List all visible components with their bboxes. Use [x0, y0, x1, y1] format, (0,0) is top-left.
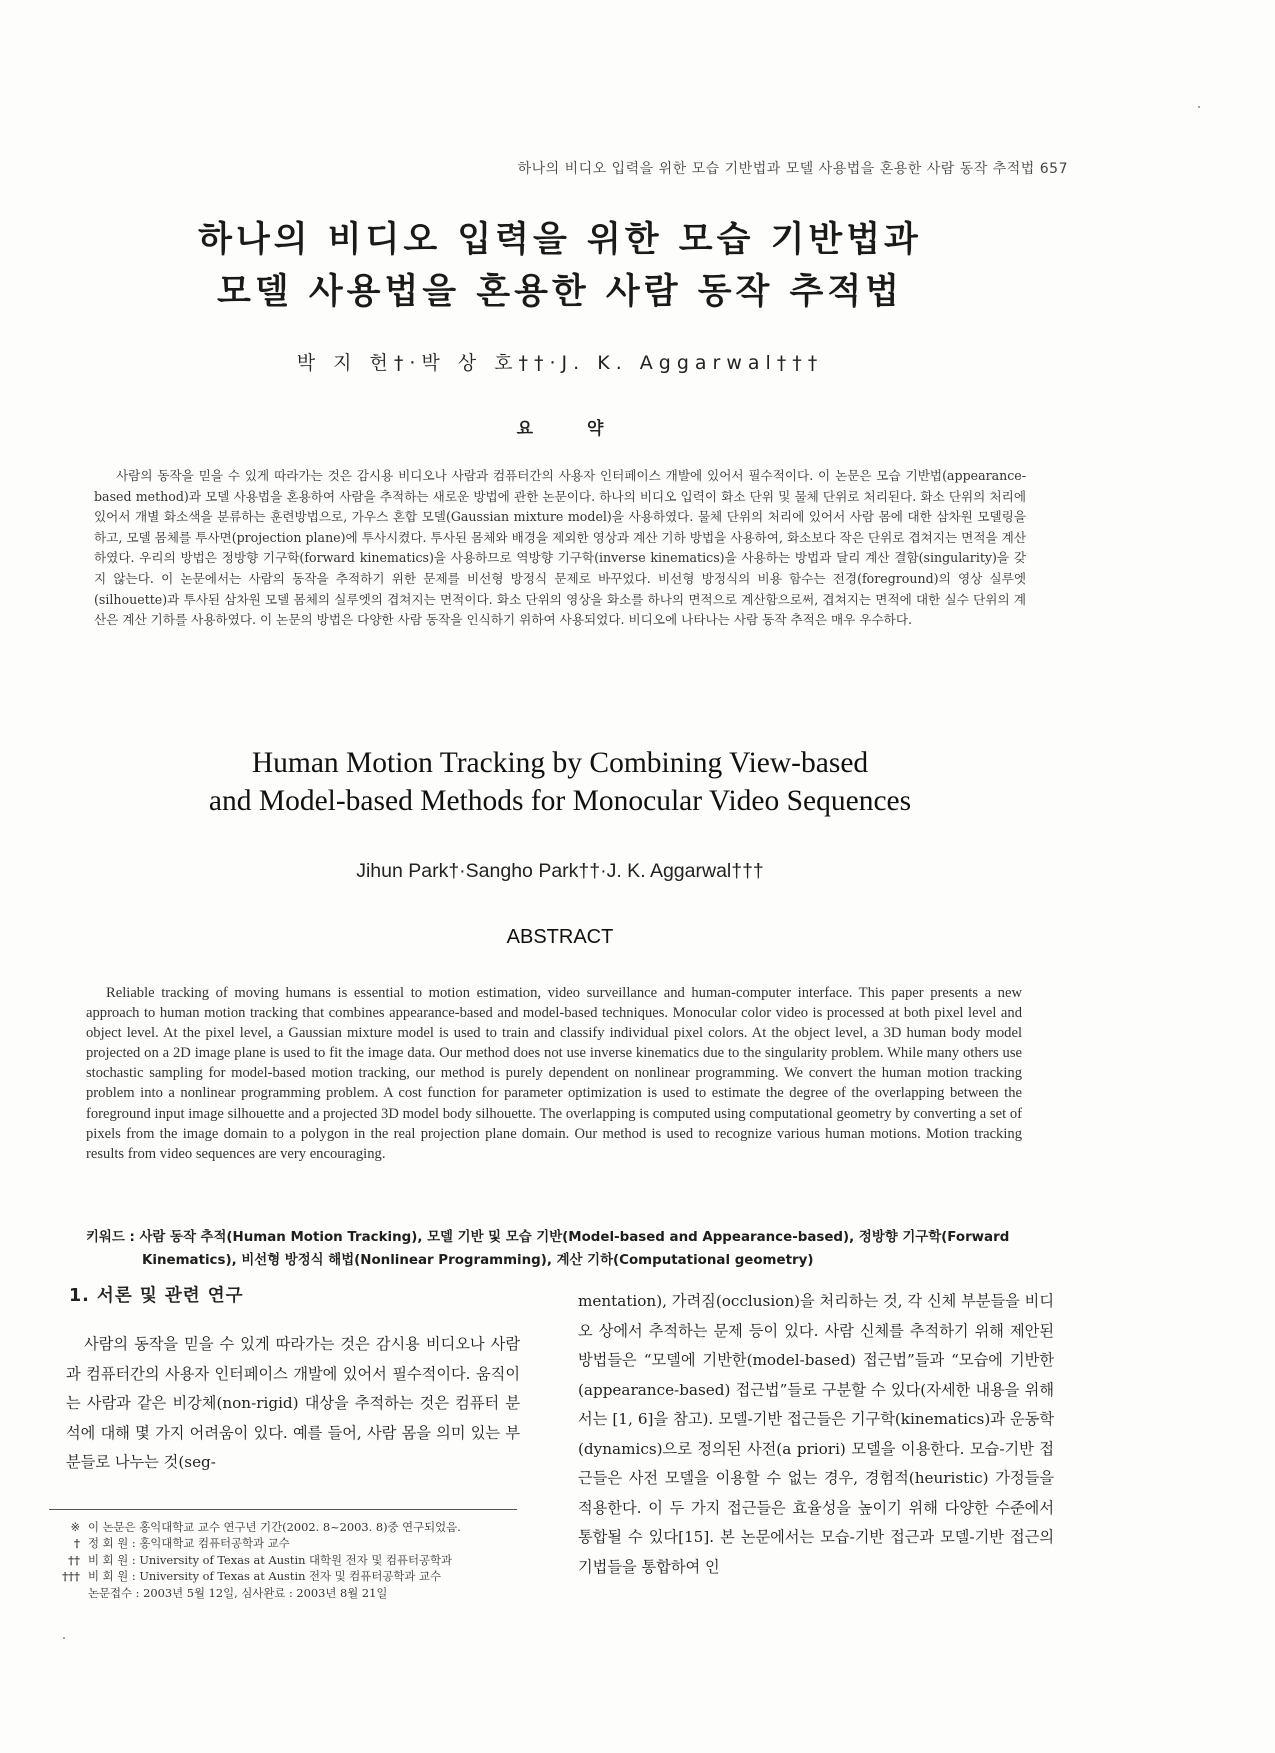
footnote-text: 비 회 원 : University of Texas at Austin 대학원 전자 및 컴퓨터공학과 — [88, 1552, 452, 1567]
scan-speck — [1198, 106, 1200, 108]
footnote-text: 논문접수 : 2003년 5월 12일, 심사완료 : 2003년 8월 21일 — [88, 1585, 388, 1600]
footnote-mark: ※ — [70, 1520, 80, 1534]
footnote-item — [48, 1535, 528, 1551]
footnote-mark: † — [74, 1536, 80, 1551]
footnote-mark: ††† — [62, 1569, 80, 1584]
english-title — [100, 744, 1020, 820]
korean-authors: 박 지 헌†·박 상 호††·J. K. Aggarwal††† — [296, 352, 824, 374]
footnote-divider — [49, 1509, 517, 1510]
korean-title — [120, 214, 1000, 318]
footnote-item — [48, 1552, 528, 1568]
korean-abstract-heading: 요약 — [516, 419, 658, 439]
scan-speck — [63, 1637, 65, 1639]
intro-paragraph-right: mentation), 가려짐(occlusion)을 처리하는 것, 각 신체 부분들을 비디오 상에서 추적하는 문제 등이 있다. 사람 신체를 추적하기 위해 제안된 방법들은 “모델에 기반한(model-based) 접근법”들과 “모습에 기반한(appearance-based) 접근법”들로 구분할 수 있다(자세한 내용을 위해서는 [1, 6]을 참고). 모델-기반 접근들은 기구학(kinematics)과 운동학(dynamics)으로 정의된 사전(a priori) 모델을 이용한다. 모습-기반 접근들은 사전 모델을 이용할 수 없는 경우, 경험적(heuristic) 가정들을 적용한다. 이 두 가지 접근들은 효율성을 높이기 위해 다양한 수준에서 통합될 수 있다[15]. 본 논문에서는 모습-기반 접근과 모델-기반 접근의 기법들을 통합하여 인 — [578, 1292, 1054, 1576]
intro-paragraph-left: 사람의 동작을 믿을 수 있게 따라가는 것은 감시용 비디오나 사람과 컴퓨터간의 사용자 인터페이스 개발에 있어서 필수적이다. 움직이는 사람과 같은 비강체(non-rigid) 대상을 추적하는 것은 컴퓨터 분석에 대해 몇 가지 어려움이 있다. 예를 들어, 사람 몸을 의미 있는 부분들로 나누는 것(seg- — [66, 1335, 520, 1471]
footnote-item — [48, 1585, 528, 1601]
english-abstract: Reliable tracking of moving humans is essential to motion estimation, video surveillance and human-computer interface. This paper presents a new approach to human motion tracking that combines appearance-based and model-based techniques. Monocular color video is processed at both pixel level and object level. At the pixel level, a Gaussian mixture model is used to train and classify individual pixel colors. At the object level, a 3D human body model projected on a 2D image plane is used to fit the image data. Our method does not use inverse kinematics due to the singularity problem. While many others use stochastic sampling for model-based motion tracking, our method is purely dependent on nonlinear programming. We convert the human motion tracking problem into a nonlinear programming problem. A cost function for parameter optimization is used to estimate the degree of the overlapping between the foreground input image silhouette and a projected 3D model body silhouette. The overlapping is computed using computational geometry by converting a set of pixels from the image domain to a polygon in the real projection plane domain. Our method is used to recognize various human motions. Motion tracking results from video sequences are very encouraging. — [86, 985, 1022, 1162]
right-column — [578, 1287, 1054, 1582]
korean-abstract: 사람의 동작을 믿을 수 있게 따라가는 것은 감시용 비디오나 사람과 컴퓨터간의 사용자 인터페이스 개발에 있어서 필수적이다. 이 논문은 모습 기반법(appearance-based method)과 모델 사용법을 혼용하여 사람을 추적하는 새로운 방법에 관한 논문이다. 하나의 비디오 입력이 화소 단위 및 물체 단위로 처리된다. 화소 단위의 처리에 있어서 개별 화소색을 분류하는 훈련방법으로, 가우스 혼합 모델(Gaussian mixture model)을 사용하였다. 물체 단위의 처리에 있어서 사람 몸에 대한 삼차원 모델링을 하고, 모델 몸체를 투사면(projection plane)에 투사시켰다. 투사된 몸체와 배경을 제외한 영상과 계산 기하 방법을 사용하여, 화소보다 작은 단위로 겹쳐지는 면적을 계산하였다. 우리의 방법은 정방향 기구학(forward kinematics)을 사용하므로 역방향 기구학(inverse kinematics)을 사용하는 방법과 달리 계산 결함(singularity)을 갖지 않는다. 이 논문에서는 사람의 동작을 추적하기 위한 문제를 비선형 방정식 문제로 바꾸었다. 비선형 방정식의 비용 함수는 전경(foreground)의 영상 실루엣(silhouette)과 투사된 삼차원 모델 몸체의 실루엣의 겹쳐지는 면적이다. 화소 단위의 영상을 화소를 하나의 면적으로 계산함으로써, 겹쳐지는 면적에 대한 실수 단위의 계산은 계산 기하를 사용하였다. 이 논문의 방법은 다양한 사람 동작을 인식하기 위하여 사용되었다. 비디오에 나타나는 사람 동작 추적은 매우 우수하다. — [94, 468, 1026, 628]
running-head: 하나의 비디오 입력을 위한 모습 기반법과 모델 사용법을 혼용한 사람 동작 추적법 657 — [517, 161, 1068, 177]
keywords: 키워드 : 사람 동작 추적(Human Motion Tracking), 모델 기반 및 모습 기반(Model-based and Appearance-based), 정방향 기구학(Forward Kinematics), 비선형 방정식 해법(Nonlinear Programming), 계산 기하(Computational geometry) — [86, 1230, 1010, 1268]
english-title-line-1: Human Motion Tracking by Combining View-based — [251, 747, 869, 779]
footnote-text: 이 논문은 홍익대학교 교수 연구년 기간(2002. 8~2003. 8)중 연구되었음. — [88, 1520, 461, 1534]
english-title-line-2: and Model-based Methods for Monocular Video Sequences — [208, 785, 912, 817]
footnote-item — [48, 1519, 528, 1535]
section-heading: 1. 서론 및 관련 연구 — [69, 1286, 244, 1306]
left-column — [66, 1282, 520, 1478]
footnote-mark: †† — [68, 1552, 80, 1567]
korean-title-line-2: 모델 사용법을 혼용한 사람 동작 추적법 — [217, 271, 903, 312]
footnote-text: 비 회 원 : University of Texas at Austin 전자 및 컴퓨터공학과 교수 — [88, 1569, 441, 1584]
english-authors: Jihun Park†·Sangho Park††·J. K. Aggarwal††† — [356, 860, 764, 882]
footnote-mark — [48, 1585, 88, 1601]
footnote-text: 정 회 원 : 홍익대학교 컴퓨터공학과 교수 — [88, 1536, 290, 1551]
korean-title-line-1: 하나의 비디오 입력을 위한 모습 기반법과 — [198, 219, 922, 260]
footnote-item — [48, 1568, 528, 1584]
english-abstract-heading: ABSTRACT — [506, 926, 614, 948]
footnotes — [48, 1519, 528, 1601]
